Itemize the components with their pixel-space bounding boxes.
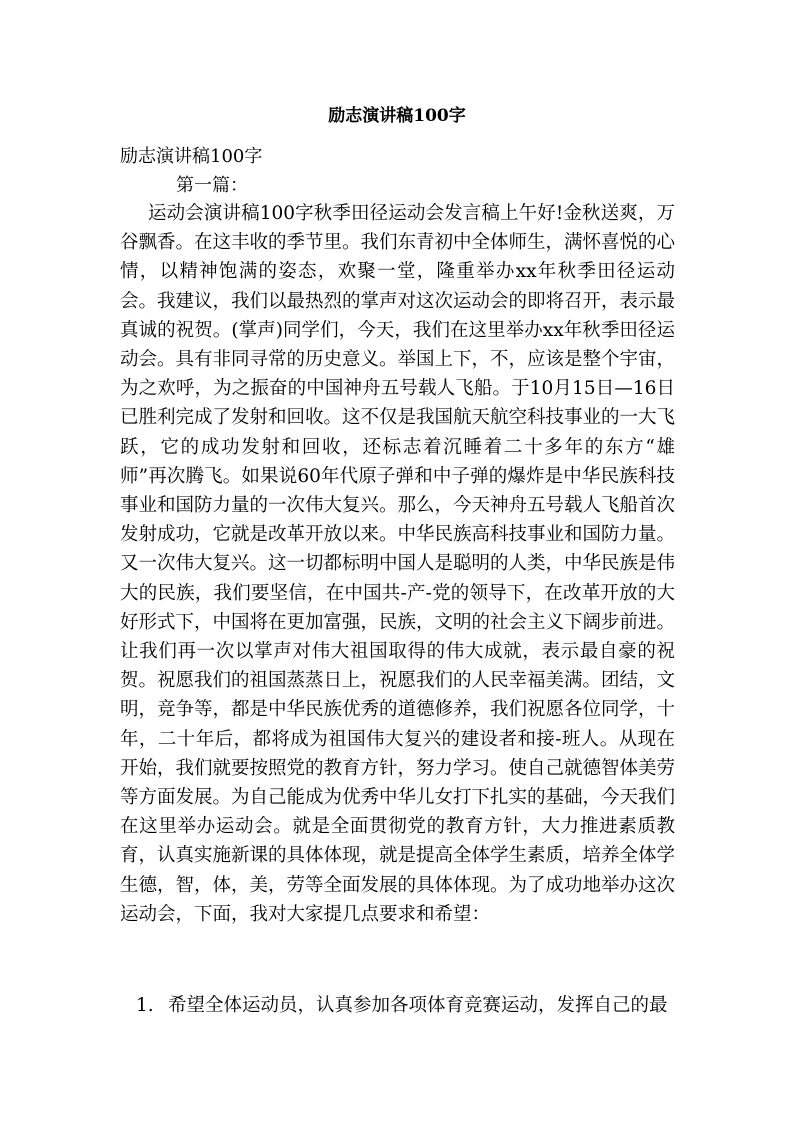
list-item [136, 992, 676, 1020]
document-subtitle: 励志演讲稿100字 [120, 146, 263, 167]
document-title: 励志演讲稿100字 [328, 106, 466, 126]
section-label: 第一篇： [176, 175, 248, 196]
body-paragraph: 运动会演讲稿100字秋季田径运动会发言稿上午好!金秋送爽，万谷飘香。在这丰收的季节里。我们东青初中全体师生，满怀喜悦的心情，以精神饱满的姿态，欢聚一堂，隆重举办xx年秋季田径运动会。我建议，我们以最热烈的掌声对这次运动会的即将召开，表示最真诚的祝贺。(掌声)同学们，今天，我们在这里举办xx年秋季田径运动会。具有非同寻常的历史意义。举国上下，不，应该是整个宇宙，为之欢呼，为之振奋的中国神舟五号载人飞船。于10月15日—16日已胜利完成了发射和回收。这不仅是我国航天航空科技事业的一大飞跃，它的成功发射和回收，还标志着沉睡着二十多年的东方“雄师”再次腾飞。如果说60年代原子弹和中子弹的爆炸是中华民族科技事业和国防力量的一次伟大复兴。那么，今天神舟五号载人飞船首次发射成功，它就是改革开放以来。中华民族高科技事业和国防力量。又一次伟大复兴。这一切都标明中国人是聪明的人类，中华民族是伟大的民族，我们要坚信，在中国共-产-党的领导下，在改革开放的大好形式下，中国将在更加富强，民族，文明的社会主义下阔步前进。让我们再一次以掌声对伟大祖国取得的伟大成就，表示最自豪的祝贺。祝愿我们的祖国蒸蒸日上，祝愿我们的人民幸福美满。团结，文明，竞争等，都是中华民族优秀的道德修养，我们祝愿各位同学，十年，二十年后，都将成为祖国伟大复兴的建设者和接-班人。从现在开始，我们就要按照党的教育方针，努力学习。使自己就德智体美劳等方面发展。为自己能成为优秀中华儿女打下扎实的基础，今天我们在这里举办运动会。就是全面贯彻党的教育方针，大力推进素质教育，认真实施新课的具体体现，就是提高全体学生素质，培养全体学生德，智，体，美，劳等全面发展的具体体现。为了成功地举办这次运动会，下面，我对大家提几点要求和希望： [120, 203, 676, 925]
list-item-text: 希望全体运动员，认真参加各项体育竞赛运动，发挥自己的最 [168, 995, 668, 1016]
list-item-number: 1. [136, 995, 154, 1016]
